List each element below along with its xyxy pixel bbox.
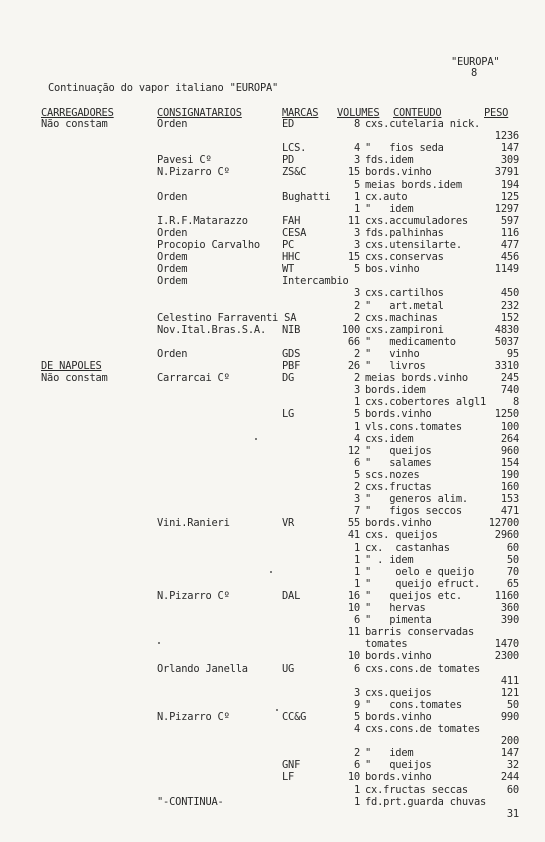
cell-content: cxs.queijos	[365, 687, 432, 699]
cell-content: barris conservadas	[365, 626, 475, 638]
cell-consignee: I.R.F.Matarazzo	[157, 215, 248, 227]
cell-consignee: N.Pizarro Cº	[157, 590, 230, 602]
cell-content: bords.vinho	[365, 517, 432, 529]
speck	[276, 709, 278, 711]
cell-qty: 1	[353, 578, 360, 590]
cell-consignee: Orden	[157, 191, 188, 203]
cell-content: " figos seccos	[365, 505, 462, 517]
cell-content: " oelo e queijo	[365, 566, 475, 578]
cell-content: " queijo efruct.	[365, 578, 481, 590]
cell-consignee: Vini.Ranieri	[157, 517, 230, 529]
cell-content: " idem	[365, 203, 414, 215]
cell-mark: PC	[282, 239, 295, 251]
cell-qty: 12	[347, 445, 360, 457]
cell-weight: 2300	[494, 650, 519, 662]
cell-weight: 153	[500, 493, 519, 505]
cell-qty: 1	[353, 542, 360, 554]
cell-content: " queijos etc.	[365, 590, 462, 602]
cell-content: cxs.conservas	[365, 251, 444, 263]
cell-weight: 456	[500, 251, 519, 263]
cell-consignee: Orden	[157, 227, 188, 239]
cell-mark: CC&G	[282, 711, 307, 723]
cell-content: " vinho	[365, 348, 420, 360]
cell-mark: VR	[282, 517, 295, 529]
cell-weight: 3791	[494, 166, 519, 178]
cell-mark: ZS&C	[282, 166, 307, 178]
cell-content: fd.prt.guarda chuvas	[365, 796, 487, 808]
cell-weight: 116	[500, 227, 519, 239]
cell-qty: 3	[353, 227, 360, 239]
cell-shipper: Não constam	[41, 372, 108, 384]
cell-weight: 1297	[494, 203, 519, 215]
cell-content: cxs.machinas	[365, 312, 438, 324]
cell-mark: DAL	[282, 590, 301, 602]
cell-weight: 411	[500, 675, 519, 687]
cell-weight: 740	[500, 384, 519, 396]
cell-content: cxs. queijos	[365, 529, 438, 541]
cell-content: cxs.cons.de tomates	[365, 723, 481, 735]
cell-consignee: Orlando Janella	[157, 663, 248, 675]
cell-weight: 32	[506, 759, 519, 771]
col-consignatarios: CONSIGNATARIOS	[157, 107, 242, 119]
cell-qty: 2	[353, 372, 360, 384]
cell-content: vls.cons.tomates	[365, 421, 462, 433]
cell-qty: 7	[353, 505, 360, 517]
cell-weight: 194	[500, 179, 519, 191]
cell-mark: LG	[282, 408, 295, 420]
cell-mark: GNF	[282, 759, 301, 771]
speck	[270, 571, 272, 573]
cell-weight: 160	[500, 481, 519, 493]
cell-content: fds.idem	[365, 154, 414, 166]
cell-qty: 2	[353, 747, 360, 759]
cell-consignee: N.Pizarro Cº	[157, 711, 230, 723]
cell-qty: 5	[353, 469, 360, 481]
ship-name: "EUROPA"	[451, 56, 500, 68]
cell-content: cxs.idem	[365, 433, 414, 445]
cell-qty: 11	[347, 626, 360, 638]
cell-content: tomates	[365, 638, 408, 650]
cell-weight: 65	[506, 578, 519, 590]
cell-qty: 4	[353, 433, 360, 445]
cell-mark: WT	[282, 263, 295, 275]
cell-qty: 6	[353, 614, 360, 626]
cell-content: " livros	[365, 360, 426, 372]
col-peso: PESO	[484, 107, 509, 119]
cell-weight: 1236	[494, 130, 519, 142]
cell-consignee: "-CONTINUA-	[157, 796, 224, 808]
cell-consignee: N.Pizarro Cº	[157, 166, 230, 178]
cell-weight: 125	[500, 191, 519, 203]
cell-weight: 1250	[494, 408, 519, 420]
cell-content: cxs.fructas	[365, 481, 432, 493]
cell-qty: 100	[341, 324, 360, 336]
cell-qty: 16	[347, 590, 360, 602]
page-number: 8	[471, 67, 478, 79]
cell-mark: HHC	[282, 251, 301, 263]
col-volumes: VOLUMES	[337, 107, 380, 119]
cell-content: cx.fructas seccas	[365, 784, 468, 796]
cell-content: " queijos	[365, 445, 432, 457]
cell-content: " medicamento	[365, 336, 456, 348]
cell-qty: 3	[353, 287, 360, 299]
cell-qty: 1	[353, 191, 360, 203]
cell-consignee: Carrarcai Cº	[157, 372, 230, 384]
cell-weight: 990	[500, 711, 519, 723]
cell-weight: 147	[500, 142, 519, 154]
cell-weight: 3310	[494, 360, 519, 372]
cell-shipper: DE NAPOLES	[41, 360, 102, 372]
cell-weight: 31	[506, 808, 519, 820]
cell-weight: 597	[500, 215, 519, 227]
cell-weight: 154	[500, 457, 519, 469]
cell-qty: 5	[353, 408, 360, 420]
cell-qty: 4	[353, 142, 360, 154]
cell-qty: 1	[353, 784, 360, 796]
cell-qty: 2	[353, 312, 360, 324]
cell-qty: 2	[353, 348, 360, 360]
cell-qty: 5	[353, 179, 360, 191]
cell-qty: 1	[353, 203, 360, 215]
cell-mark: ED	[282, 118, 295, 130]
cell-content: fds.palhinhas	[365, 227, 444, 239]
cell-qty: 3	[353, 154, 360, 166]
cell-content: meias bords.vinho	[365, 372, 468, 384]
cell-consignee: Pavesi Cº	[157, 154, 212, 166]
cell-content: " idem	[365, 747, 414, 759]
cell-weight: 450	[500, 287, 519, 299]
cell-mark: GDS	[282, 348, 301, 360]
cell-qty: 9	[353, 699, 360, 711]
cell-content: " art.metal	[365, 300, 444, 312]
cell-weight: 2960	[494, 529, 519, 541]
cell-content: bords.idem	[365, 384, 426, 396]
cell-mark: UG	[282, 663, 295, 675]
cell-mark: FAH	[282, 215, 301, 227]
cell-consignee: Procopio Carvalho	[157, 239, 260, 251]
cell-weight: 70	[506, 566, 519, 578]
cell-qty: 1	[353, 554, 360, 566]
cell-consignee: Orden	[157, 348, 188, 360]
cell-qty: 5	[353, 711, 360, 723]
cell-qty: 2	[353, 300, 360, 312]
cell-content: cx.auto	[365, 191, 408, 203]
cell-qty: 1	[353, 421, 360, 433]
cell-qty: 26	[347, 360, 360, 372]
cell-qty: 2	[353, 481, 360, 493]
cell-qty: 6	[353, 457, 360, 469]
cell-consignee: Ordem	[157, 263, 188, 275]
cell-mark: PD	[282, 154, 295, 166]
cell-weight: 200	[500, 735, 519, 747]
cell-content: cxs.utensilarte.	[365, 239, 462, 251]
cell-content: " salames	[365, 457, 432, 469]
cell-weight: 147	[500, 747, 519, 759]
cell-qty: 3	[353, 384, 360, 396]
cell-content: scs.nozes	[365, 469, 420, 481]
cell-weight: 390	[500, 614, 519, 626]
cell-weight: 121	[500, 687, 519, 699]
cell-mark: PBF	[282, 360, 301, 372]
cell-content: meias bords.idem	[365, 179, 462, 191]
cell-weight: 244	[500, 771, 519, 783]
cell-weight: 4830	[494, 324, 519, 336]
cell-content: cx. castanhas	[365, 542, 450, 554]
cell-consignee: Ordem	[157, 251, 188, 263]
cell-content: bords.vinho	[365, 408, 432, 420]
cell-content: bords.vinho	[365, 711, 432, 723]
cell-content: " fios seda	[365, 142, 444, 154]
cell-weight: 12700	[488, 517, 519, 529]
cell-weight: 264	[500, 433, 519, 445]
cell-qty: 66	[347, 336, 360, 348]
cell-qty: 11	[347, 215, 360, 227]
cell-mark: CESA	[282, 227, 307, 239]
cell-weight: 232	[500, 300, 519, 312]
cell-weight: 60	[506, 542, 519, 554]
cell-content: bords.vinho	[365, 166, 432, 178]
cell-weight: 1149	[494, 263, 519, 275]
cell-weight: 309	[500, 154, 519, 166]
cell-qty: 15	[347, 251, 360, 263]
cell-consignee: Orden	[157, 118, 188, 130]
cell-weight: 8	[512, 396, 519, 408]
cell-qty: 3	[353, 493, 360, 505]
cell-content: " generos alim.	[365, 493, 468, 505]
cell-qty: 10	[347, 771, 360, 783]
cell-content: bords.vinho	[365, 650, 432, 662]
speck	[255, 438, 257, 440]
cell-qty: 1	[353, 396, 360, 408]
col-marcas: MARCAS	[282, 107, 319, 119]
cell-weight: 245	[500, 372, 519, 384]
cell-consignee: Ordem	[157, 275, 188, 287]
cell-weight: 95	[506, 348, 519, 360]
col-conteudo: CONTEUDO	[393, 107, 442, 119]
cell-qty: 8	[353, 118, 360, 130]
cell-weight: 477	[500, 239, 519, 251]
cell-content: " queijos	[365, 759, 432, 771]
cell-content: cxs.accumuladores	[365, 215, 468, 227]
cell-consignee: Nov.Ital.Bras.S.A.	[157, 324, 267, 336]
cell-qty: 10	[347, 650, 360, 662]
cell-weight: 190	[500, 469, 519, 481]
cell-qty: 10	[347, 602, 360, 614]
speck	[158, 642, 160, 644]
cell-weight: 152	[500, 312, 519, 324]
cell-qty: 6	[353, 759, 360, 771]
cell-content: cxs.cartilhos	[365, 287, 444, 299]
cell-content: cxs.cobertores algl1	[365, 396, 487, 408]
cell-content: bords.vinho	[365, 771, 432, 783]
cell-qty: 41	[347, 529, 360, 541]
cell-mark: Bughatti	[282, 191, 331, 203]
cell-content: bos.vinho	[365, 263, 420, 275]
cell-consignee: Celestino Farraventi SA	[157, 312, 297, 324]
cell-content: " . idem	[365, 554, 414, 566]
cell-content: " pimenta	[365, 614, 432, 626]
cell-qty: 6	[353, 663, 360, 675]
cell-weight: 100	[500, 421, 519, 433]
cell-qty: 4	[353, 723, 360, 735]
cell-content: " hervas	[365, 602, 426, 614]
cell-mark: NIB	[282, 324, 301, 336]
cell-weight: 960	[500, 445, 519, 457]
cell-mark: LCS.	[282, 142, 307, 154]
cell-content: cxs.cutelaria nick.	[365, 118, 481, 130]
cell-weight: 50	[506, 554, 519, 566]
cell-mark: DG	[282, 372, 295, 384]
col-carregadores: CARREGADORES	[41, 107, 114, 119]
cell-mark: Intercambio	[282, 275, 349, 287]
cell-weight: 50	[506, 699, 519, 711]
cell-qty: 5	[353, 263, 360, 275]
cell-content: cxs.zampironi	[365, 324, 444, 336]
cell-content: " cons.tomates	[365, 699, 462, 711]
cell-qty: 1	[353, 796, 360, 808]
cell-weight: 60	[506, 784, 519, 796]
cell-shipper: Não constam	[41, 118, 108, 130]
document-title: Continuação do vapor italiano "EUROPA"	[48, 82, 279, 94]
cell-content: cxs.cons.de tomates	[365, 663, 481, 675]
cell-weight: 5037	[494, 336, 519, 348]
cell-weight: 471	[500, 505, 519, 517]
cell-qty: 55	[347, 517, 360, 529]
cell-qty: 3	[353, 687, 360, 699]
cell-qty: 3	[353, 239, 360, 251]
cell-weight: 1160	[494, 590, 519, 602]
cell-mark: LF	[282, 771, 295, 783]
cell-weight: 1470	[494, 638, 519, 650]
cell-weight: 360	[500, 602, 519, 614]
cell-qty: 1	[353, 566, 360, 578]
cell-qty: 15	[347, 166, 360, 178]
